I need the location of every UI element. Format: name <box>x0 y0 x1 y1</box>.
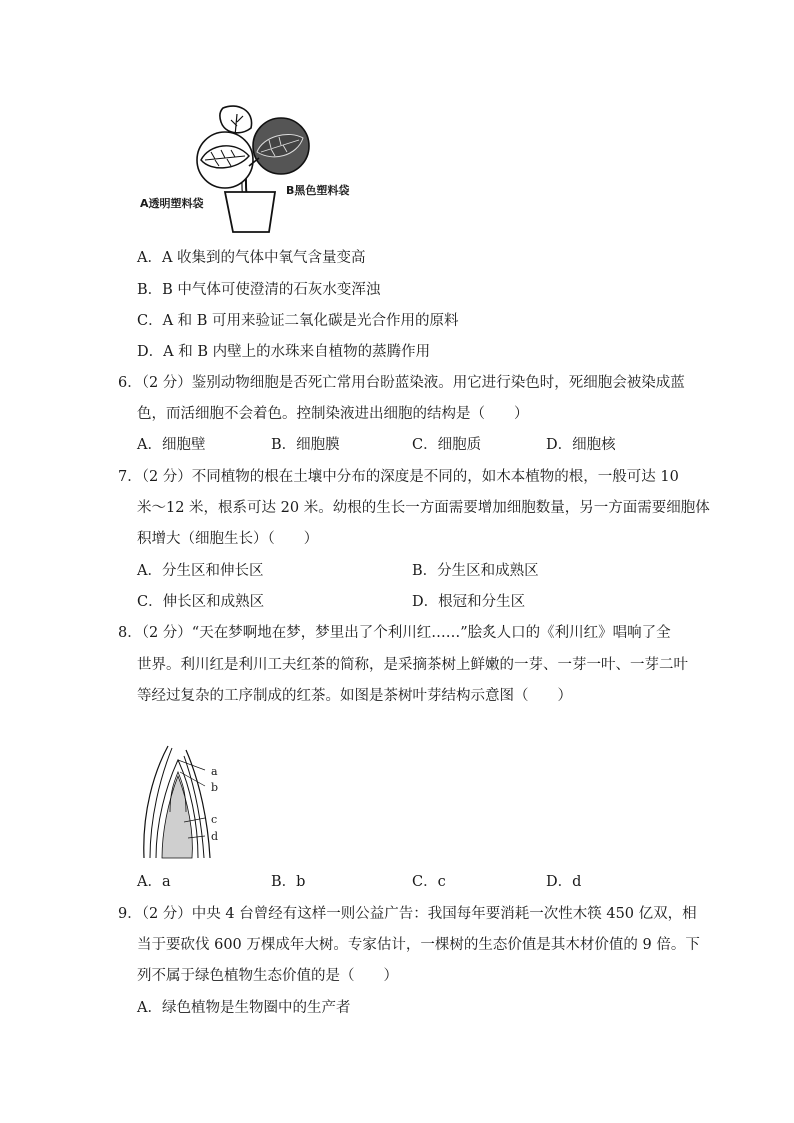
q6-line-1: 6．（2 分）鉴别动物细胞是否死亡常用台盼蓝染液。用它进行染色时，死细胞会被染成蓝 <box>118 375 685 391</box>
q5-option-c: C．A 和 B 可用来验证二氧化碳是光合作用的原料 <box>137 313 459 329</box>
q7-option-a: A．分生区和伸长区 <box>137 563 264 579</box>
q8-line-1: 8．（2 分）“天在梦啊地在梦，梦里出了个利川红……”脍炙人口的《利川红》唱响了全 <box>118 625 671 641</box>
q7-option-d: D．根冠和分生区 <box>412 594 526 610</box>
q5-option-b: B．B 中气体可使澄清的石灰水变浑浊 <box>137 282 381 298</box>
q9-line-3: 列不属于绿色植物生态价值的是（ ） <box>137 968 398 984</box>
figure-label-a: A透明塑料袋 <box>140 197 204 210</box>
q6-option-d: D．细胞核 <box>546 437 616 453</box>
bud-label-a: a <box>211 765 218 778</box>
q6-option-c: C．细胞质 <box>412 437 482 453</box>
q6-option-a: A．细胞壁 <box>137 437 206 453</box>
q6-option-b: B．细胞膜 <box>271 437 340 453</box>
q5-option-a: A．A 收集到的气体中氧气含量变高 <box>137 250 366 266</box>
q8-option-d: D．d <box>546 874 582 890</box>
q8-option-a: A．a <box>137 874 171 890</box>
q5-option-d: D．A 和 B 内壁上的水珠来自植物的蒸腾作用 <box>137 344 431 360</box>
q7-option-b: B．分生区和成熟区 <box>412 563 539 579</box>
bud-label-b: b <box>211 781 219 794</box>
q6-line-2: 色，而活细胞不会着色。控制染液进出细胞的结构是（ ） <box>137 406 529 422</box>
q8-line-3: 等经过复杂的工序制成的红茶。如图是茶树叶芽结构示意图（ ） <box>137 688 572 704</box>
q8-option-c: C．c <box>412 874 446 890</box>
q7-option-c: C．伸长区和成熟区 <box>137 594 265 610</box>
q9-line-2: 当于要砍伐 600 万棵成年大树。专家估计，一棵树的生态价值是其木材价值的 9 倍。下 <box>137 937 700 953</box>
q8-line-2: 世界。利川红是利川工夫红茶的简称，是采摘茶树上鲜嫩的一芽、一芽一叶、一芽二叶 <box>137 657 688 673</box>
q7-line-1: 7．（2 分）不同植物的根在土壤中分布的深度是不同的，如木本植物的根，一般可达 10 <box>118 469 679 485</box>
q9-line-1: 9．（2 分）中央 4 台曾经有这样一则公益广告：我国每年要消耗一次性木筷 450 亿双，相 <box>118 906 697 922</box>
q9-option-a: A．绿色植物是生物圈中的生产者 <box>137 1000 351 1016</box>
q8-option-b: B．b <box>271 874 306 890</box>
figure-label-b: B黑色塑料袋 <box>286 184 350 197</box>
plant-bag-figure <box>165 100 375 235</box>
q7-line-2: 米～12 米，根系可达 20 米。幼根的生长一方面需要增加细胞数量，另一方面需要细胞体 <box>137 500 710 516</box>
bud-label-c: c <box>211 813 218 826</box>
leaf-bud-figure <box>140 742 230 862</box>
q7-line-3: 积增大（细胞生长）（ ） <box>137 531 319 547</box>
bud-label-d: d <box>211 830 219 843</box>
